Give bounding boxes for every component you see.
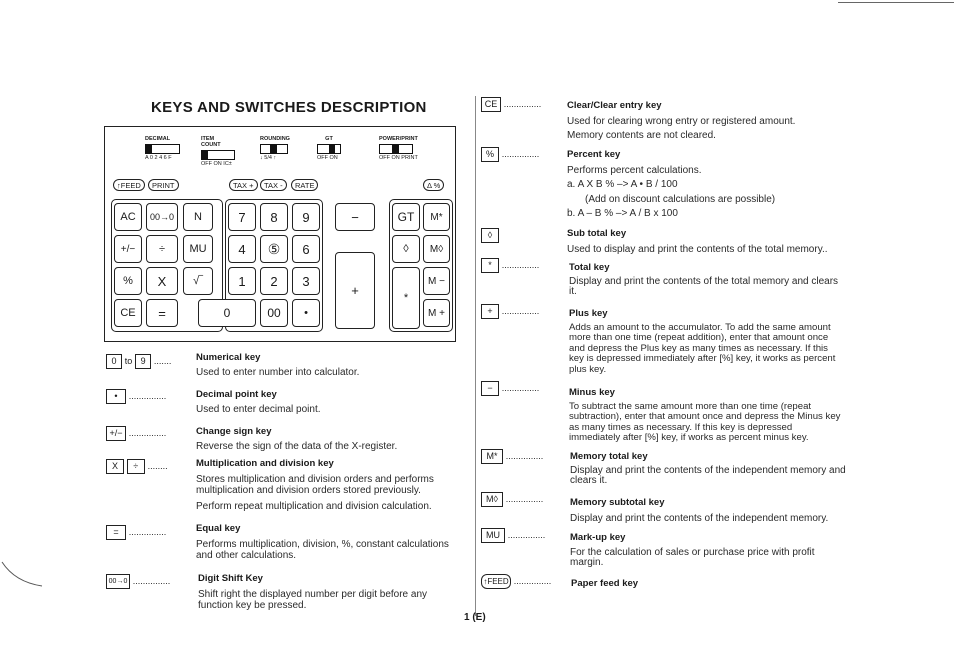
column-divider [475,96,476,616]
top-rule [838,2,954,3]
paper-feed-entry: ↑FEED ............... [481,574,551,589]
tax-plus-key[interactable]: TAX + [229,179,258,191]
rate-key[interactable]: RATE [291,179,318,191]
multiplication-division-entry: X ÷ ........ [106,459,168,474]
tax-minus-key[interactable]: TAX - [260,179,287,191]
calculator-panel [104,126,456,342]
clear-entry: CE ............... [481,97,541,112]
sub-total-key[interactable]: ◊ [392,235,420,263]
key-0[interactable]: 0 [198,299,256,327]
memory-total-key[interactable]: M* [423,203,450,231]
multiplication-key[interactable]: X [146,267,178,295]
mark-up-key[interactable]: MU [183,235,213,263]
plus-key[interactable]: + [335,252,375,329]
memory-total-entry: M* ............... [481,449,543,464]
digit-shift-key[interactable]: 00→0 [146,203,178,231]
decimal-point-key[interactable]: • [292,299,320,327]
sub-total-entry: ◊ [481,228,499,243]
memory-minus-key[interactable]: M − [423,267,450,295]
key-7[interactable]: 7 [228,203,256,231]
total-entry: * ............... [481,258,539,273]
percent-entry: % ............... [481,147,539,162]
margin-stroke [0,560,45,590]
numerical-key-entry: 0 to 9 ....... [106,354,466,369]
square-root-key[interactable]: √‾ [183,267,213,295]
key-4[interactable]: 4 [228,235,256,263]
division-key[interactable]: ÷ [146,235,178,263]
page-number: 1 (E) [464,612,486,623]
decimal-switch[interactable]: DECIMAL A 0 2 4 6 F [145,136,180,161]
feed-key[interactable]: ↑FEED [113,179,145,191]
key-6[interactable]: 6 [292,235,320,263]
percent-key[interactable]: % [114,267,142,295]
change-sign-key[interactable]: +/− [114,235,142,263]
memory-plus-key[interactable]: M + [423,299,450,327]
key-9[interactable]: 9 [292,203,320,231]
gt-switch[interactable]: GT OFF ON [317,136,341,161]
equal-key-entry: = ............... [106,525,166,540]
item-count-switch[interactable]: ITEM COUNT OFF ON IC± [201,136,235,167]
digit-shift-entry: 00→0 ............... [106,574,170,589]
key-3[interactable]: 3 [292,267,320,295]
decimal-point-entry: • ............... [106,389,166,404]
minus-key[interactable]: − [335,203,375,231]
ce-key[interactable]: CE [114,299,142,327]
key-1[interactable]: 1 [228,267,256,295]
key-8[interactable]: 8 [260,203,288,231]
mark-up-entry: MU ............... [481,528,545,543]
ac-key[interactable]: AC [114,203,142,231]
change-sign-entry: +/− ............... [106,426,166,441]
gt-key[interactable]: GT [392,203,420,231]
memory-subtotal-key[interactable]: M◊ [423,235,450,263]
print-key[interactable]: PRINT [148,179,179,191]
minus-entry: − ............... [481,381,539,396]
memory-subtotal-entry: M◊ ............... [481,492,543,507]
total-key[interactable]: * [392,267,420,329]
plus-entry: + ............... [481,304,539,319]
page-title: KEYS AND SWITCHES DESCRIPTION [151,99,427,116]
n-key[interactable]: N [183,203,213,231]
delta-percent-key[interactable]: Δ % [423,179,444,191]
power-print-switch[interactable]: POWER/PRINT OFF ON PRINT [379,136,418,161]
rounding-switch[interactable]: ROUNDING ↓ 5/4 ↑ [260,136,290,161]
key-00[interactable]: 00 [260,299,288,327]
key-5[interactable]: ⑤ [260,235,288,263]
equal-key[interactable]: = [146,299,178,327]
key-2[interactable]: 2 [260,267,288,295]
